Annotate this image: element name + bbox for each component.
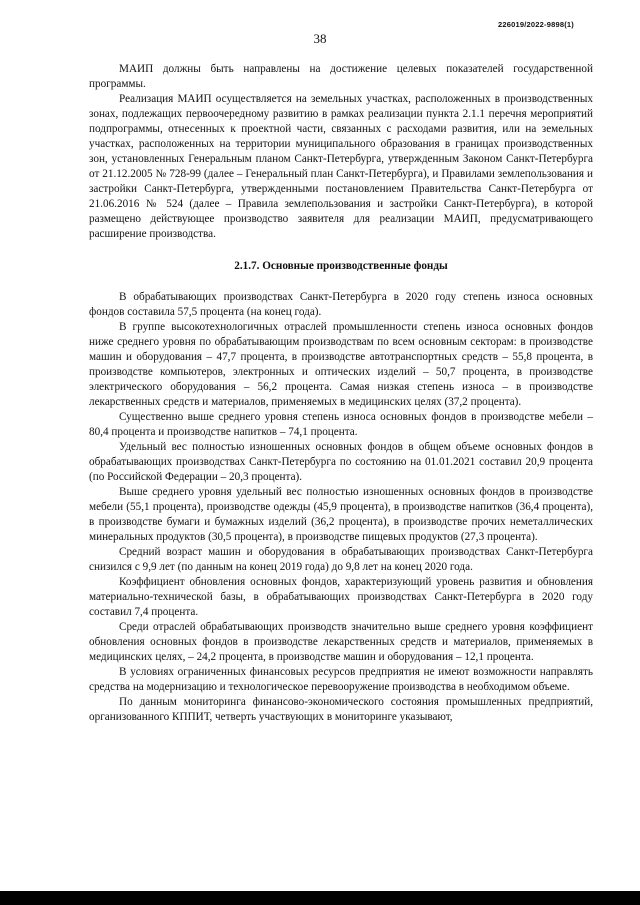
paragraph: Удельный вес полностью изношенных основных фондов в общем объеме основных фондов в обрабатывающих производствах Санкт-Петербурга по состоянию на 01.01.2021 составил 20,9 процента (по Российской Федерации – 20,3 процента). (89, 441, 593, 483)
document-id: 226019/2022-9898(1) (498, 20, 574, 29)
paragraph: В группе высокотехнологичных отраслей промышленности степень износа основных фондов ниже среднего уровня по обрабатывающим производствам по всем основным секторам: в производстве машин и оборудования – 47,7 процента, в производстве автотранспортных средств – 55,8 процента, в производстве компьютеров, электронных и оптических изделий – 50,7 процента, в производстве электрического оборудования – 56,2 процента. Самая низкая степень износа – в производстве лекарственных средств и материалов, применяемых в медицинских целях (37,2 процента). (89, 321, 593, 408)
paragraph: В условиях ограниченных финансовых ресурсов предприятия не имеют возможности направлять средства на модернизацию и технологическое перевооружение производства в необходимом объеме. (89, 666, 593, 693)
paragraph: Существенно выше среднего уровня степень износа основных фондов в производстве мебели – 80,4 процента и производстве напитков – 74,1 процента. (89, 411, 593, 438)
paragraph: Среди отраслей обрабатывающих производств значительно выше среднего уровня коэффициент обновления основных фондов в производстве лекарственных средств и материалов, применяемых в медицинских целях, – 24,2 процента, в производстве машин и оборудования – 12,1 процента. (89, 621, 593, 663)
paragraph: Реализация МАИП осуществляется на земельных участках, расположенных в производственных зонах, подлежащих первоочередному развитию в рамках реализации пункта 2.1.1 перечня мероприятий подпрограммы, отнесенных к проектной части, связанных с расходами развития, или на земельных участках, расположенных на территории муниципального образования в границах производственных зон, установленных Генеральным планом Санкт-Петербурга, утвержденным Законом Санкт-Петербурга от 21.12.2005 № 728-99 (далее – Генеральный план Санкт-Петербурга), и Правилами землепользования и застройки Санкт-Петербурга, утвержденными постановлением Правительства Санкт-Петербурга от 21.06.2016 № 524 (далее – Правила землепользования и застройки Санкт-Петербурга), в которой размещено действующее производство заявителя для реализации МАИП, предусматривающего расширение производства. (89, 93, 593, 240)
paragraph: МАИП должны быть направлены на достижение целевых показателей государственной программы. (89, 63, 593, 90)
page-number: 38 (313, 31, 327, 46)
scan-edge-bar (0, 891, 640, 905)
paragraph: По данным мониторинга финансово-экономического состояния промышленных предприятий, организованного КППИТ, четверть участвующих в мониторинге указывают, (89, 696, 593, 723)
paragraph: Средний возраст машин и оборудования в обрабатывающих производствах Санкт-Петербурга снизился с 9,9 лет (по данным на конец 2019 года) до 9,8 лет на конец 2020 года. (89, 546, 593, 573)
paragraph: Коэффициент обновления основных фондов, характеризующий уровень развития и обновления материально-технической базы, в обрабатывающих производствах Санкт-Петербурга в 2020 году составил 7,4 процента. (89, 576, 593, 618)
section-heading: 2.1.7. Основные производственные фонды (234, 260, 448, 272)
paragraph: В обрабатывающих производствах Санкт-Петербурга в 2020 году степень износа основных фондов составила 57,5 процента (на конец года). (89, 291, 593, 318)
document-body (89, 62, 593, 725)
paragraph: Выше среднего уровня удельный вес полностью изношенных основных фондов в производстве мебели (55,1 процента), производстве одежды (45,9 процента), в производстве напитков (36,4 процента), в производстве бумаги и бумажных изделий (36,2 процента), в производстве прочих неметаллических минеральных продуктов (30,5 процента), в производстве пищевых продуктов (27,3 процента). (89, 486, 593, 543)
